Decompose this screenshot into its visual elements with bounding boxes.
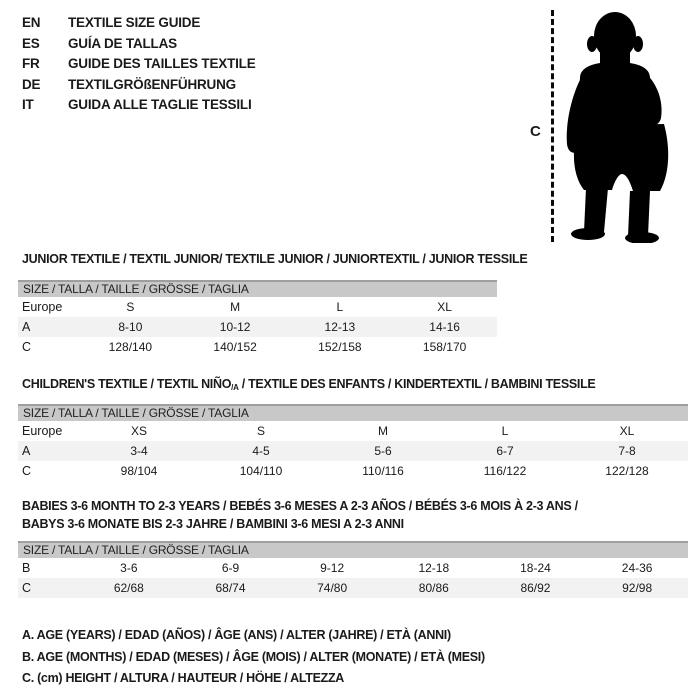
babies-section-title	[22, 497, 578, 533]
table-row-age	[18, 441, 688, 461]
age-cell: 7-8	[618, 444, 636, 458]
height-cell: 116/122	[483, 464, 527, 478]
table-row-europe	[18, 421, 688, 441]
size-cell: M	[378, 424, 388, 438]
height-cell: 68/74	[215, 581, 246, 595]
language-code: FR	[22, 56, 40, 71]
row-label: A	[22, 320, 31, 334]
row-label: Europe	[22, 424, 63, 438]
height-cell: 80/86	[418, 581, 449, 595]
size-header-band: SIZE / TALLA / TAILLE / GRÖSSE / TAGLIA	[18, 404, 688, 421]
age-cell: 9-12	[320, 561, 345, 575]
height-dimension-label: C	[530, 123, 541, 140]
language-code: EN	[22, 15, 41, 30]
height-cell: 128/140	[108, 340, 153, 354]
age-cell: 10-12	[219, 320, 251, 334]
language-row	[22, 75, 256, 96]
table-row-europe	[18, 297, 497, 317]
age-cell: 4-5	[252, 444, 270, 458]
language-row	[22, 54, 256, 75]
table-row-height	[18, 461, 688, 481]
age-cell: 14-16	[429, 320, 460, 334]
language-code: IT	[22, 97, 34, 112]
size-cell: XL	[437, 300, 452, 314]
language-row	[22, 13, 256, 34]
children-section-title	[22, 377, 595, 392]
babies-title-line1: BABIES 3-6 MONTH TO 2-3 YEARS / BEBÉS 3-6 MESES A 2-3 AÑOS / BÉBÉS 3-6 MOIS À 2-3 ANS /	[22, 499, 578, 513]
size-cell: S	[126, 300, 135, 314]
row-label: C	[22, 464, 32, 478]
junior-size-table	[18, 280, 497, 357]
table-row-height	[18, 578, 688, 598]
row-label: Europe	[22, 300, 63, 314]
size-header-band: SIZE / TALLA / TAILLE / GRÖSSE / TAGLIA	[18, 280, 497, 297]
row-label: C	[22, 581, 32, 595]
language-title-list	[22, 13, 256, 116]
children-table-grid	[18, 421, 688, 481]
height-cell: 110/116	[362, 464, 404, 478]
table-row-height	[18, 337, 497, 357]
height-cell: 152/158	[318, 340, 362, 354]
height-cell: 104/110	[239, 464, 283, 478]
height-cell: 140/152	[213, 340, 257, 354]
size-cell: L	[336, 300, 344, 314]
guide-title: TEXTILE SIZE GUIDE	[68, 15, 201, 30]
age-cell: 24-36	[621, 561, 653, 575]
title-text: / TEXTILE DES ENFANTS / KINDERTEXTIL / BAMBINI TESSILE	[238, 377, 596, 391]
junior-section-title: JUNIOR TEXTILE / TEXTIL JUNIOR/ TEXTILE JUNIOR / JUNIORTEXTIL / JUNIOR TESSILE	[22, 252, 528, 266]
height-cell: 74/80	[317, 581, 348, 595]
age-cell: 3-6	[120, 561, 138, 575]
babies-title-line2: BABYS 3-6 MONATE BIS 2-3 JAHRE / BAMBINI 3-6 MESI A 2-3 ANNI	[22, 517, 404, 531]
babies-table-grid	[18, 558, 688, 598]
language-code: DE	[22, 76, 41, 92]
legend-line-c: C. (cm) HEIGHT / ALTURA / HAUTEUR / HÖHE / ALTEZZA	[22, 671, 345, 685]
language-row	[22, 34, 256, 55]
table-row-age	[18, 317, 497, 337]
title-subscript: /A	[231, 383, 239, 392]
baby-silhouette-icon	[556, 8, 696, 243]
size-cell: L	[501, 424, 509, 438]
age-cell: 6-7	[496, 444, 514, 458]
legend-line-b: B. AGE (MONTHS) / EDAD (MESES) / ÂGE (MOIS) / ALTER (MONATE) / ETÀ (MESI)	[22, 649, 485, 664]
age-cell: 12-18	[418, 561, 450, 575]
table-row-age-months	[18, 558, 688, 578]
title-text: CHILDREN'S TEXTILE / TEXTIL NIÑO	[22, 377, 232, 391]
babies-size-table	[18, 541, 688, 598]
height-cell: 98/104	[120, 464, 158, 478]
guide-title: GUIDA ALLE TAGLIE TESSILI	[68, 97, 252, 112]
legend	[22, 625, 485, 690]
size-cell: M	[230, 300, 241, 314]
row-label: A	[22, 444, 31, 458]
size-header-band: SIZE / TALLA / TAILLE / GRÖSSE / TAGLIA	[18, 541, 688, 558]
height-cell: 92/98	[622, 581, 653, 595]
height-cell: 158/170	[422, 340, 467, 354]
height-measure-line	[551, 10, 554, 242]
size-cell: S	[256, 424, 265, 438]
size-cell: XL	[619, 424, 635, 438]
age-cell: 8-10	[118, 320, 143, 334]
row-label: B	[22, 561, 31, 575]
height-cell: 122/128	[605, 464, 649, 478]
language-row	[22, 95, 256, 116]
height-cell: 62/68	[113, 581, 144, 595]
legend-line-a: A. AGE (YEARS) / EDAD (AÑOS) / ÂGE (ANS) / ALTER (JAHRE) / ETÀ (ANNI)	[22, 628, 451, 642]
guide-title: GUIDE DES TAILLES TEXTILE	[68, 56, 256, 71]
age-cell: 6-9	[221, 561, 240, 575]
children-size-table	[18, 404, 688, 481]
age-cell: 3-4	[130, 444, 148, 458]
language-code: ES	[22, 35, 40, 51]
height-cell: 86/92	[520, 581, 551, 595]
age-cell: 18-24	[520, 561, 551, 575]
junior-table-grid	[18, 297, 497, 357]
size-cell: XS	[130, 424, 147, 438]
row-label: C	[22, 340, 32, 354]
guide-title: TEXTILGRÖßENFÜHRUNG	[68, 76, 236, 92]
age-cell: 5-6	[374, 444, 392, 458]
age-cell: 12-13	[324, 320, 356, 334]
guide-title: GUÍA DE TALLAS	[68, 35, 177, 51]
